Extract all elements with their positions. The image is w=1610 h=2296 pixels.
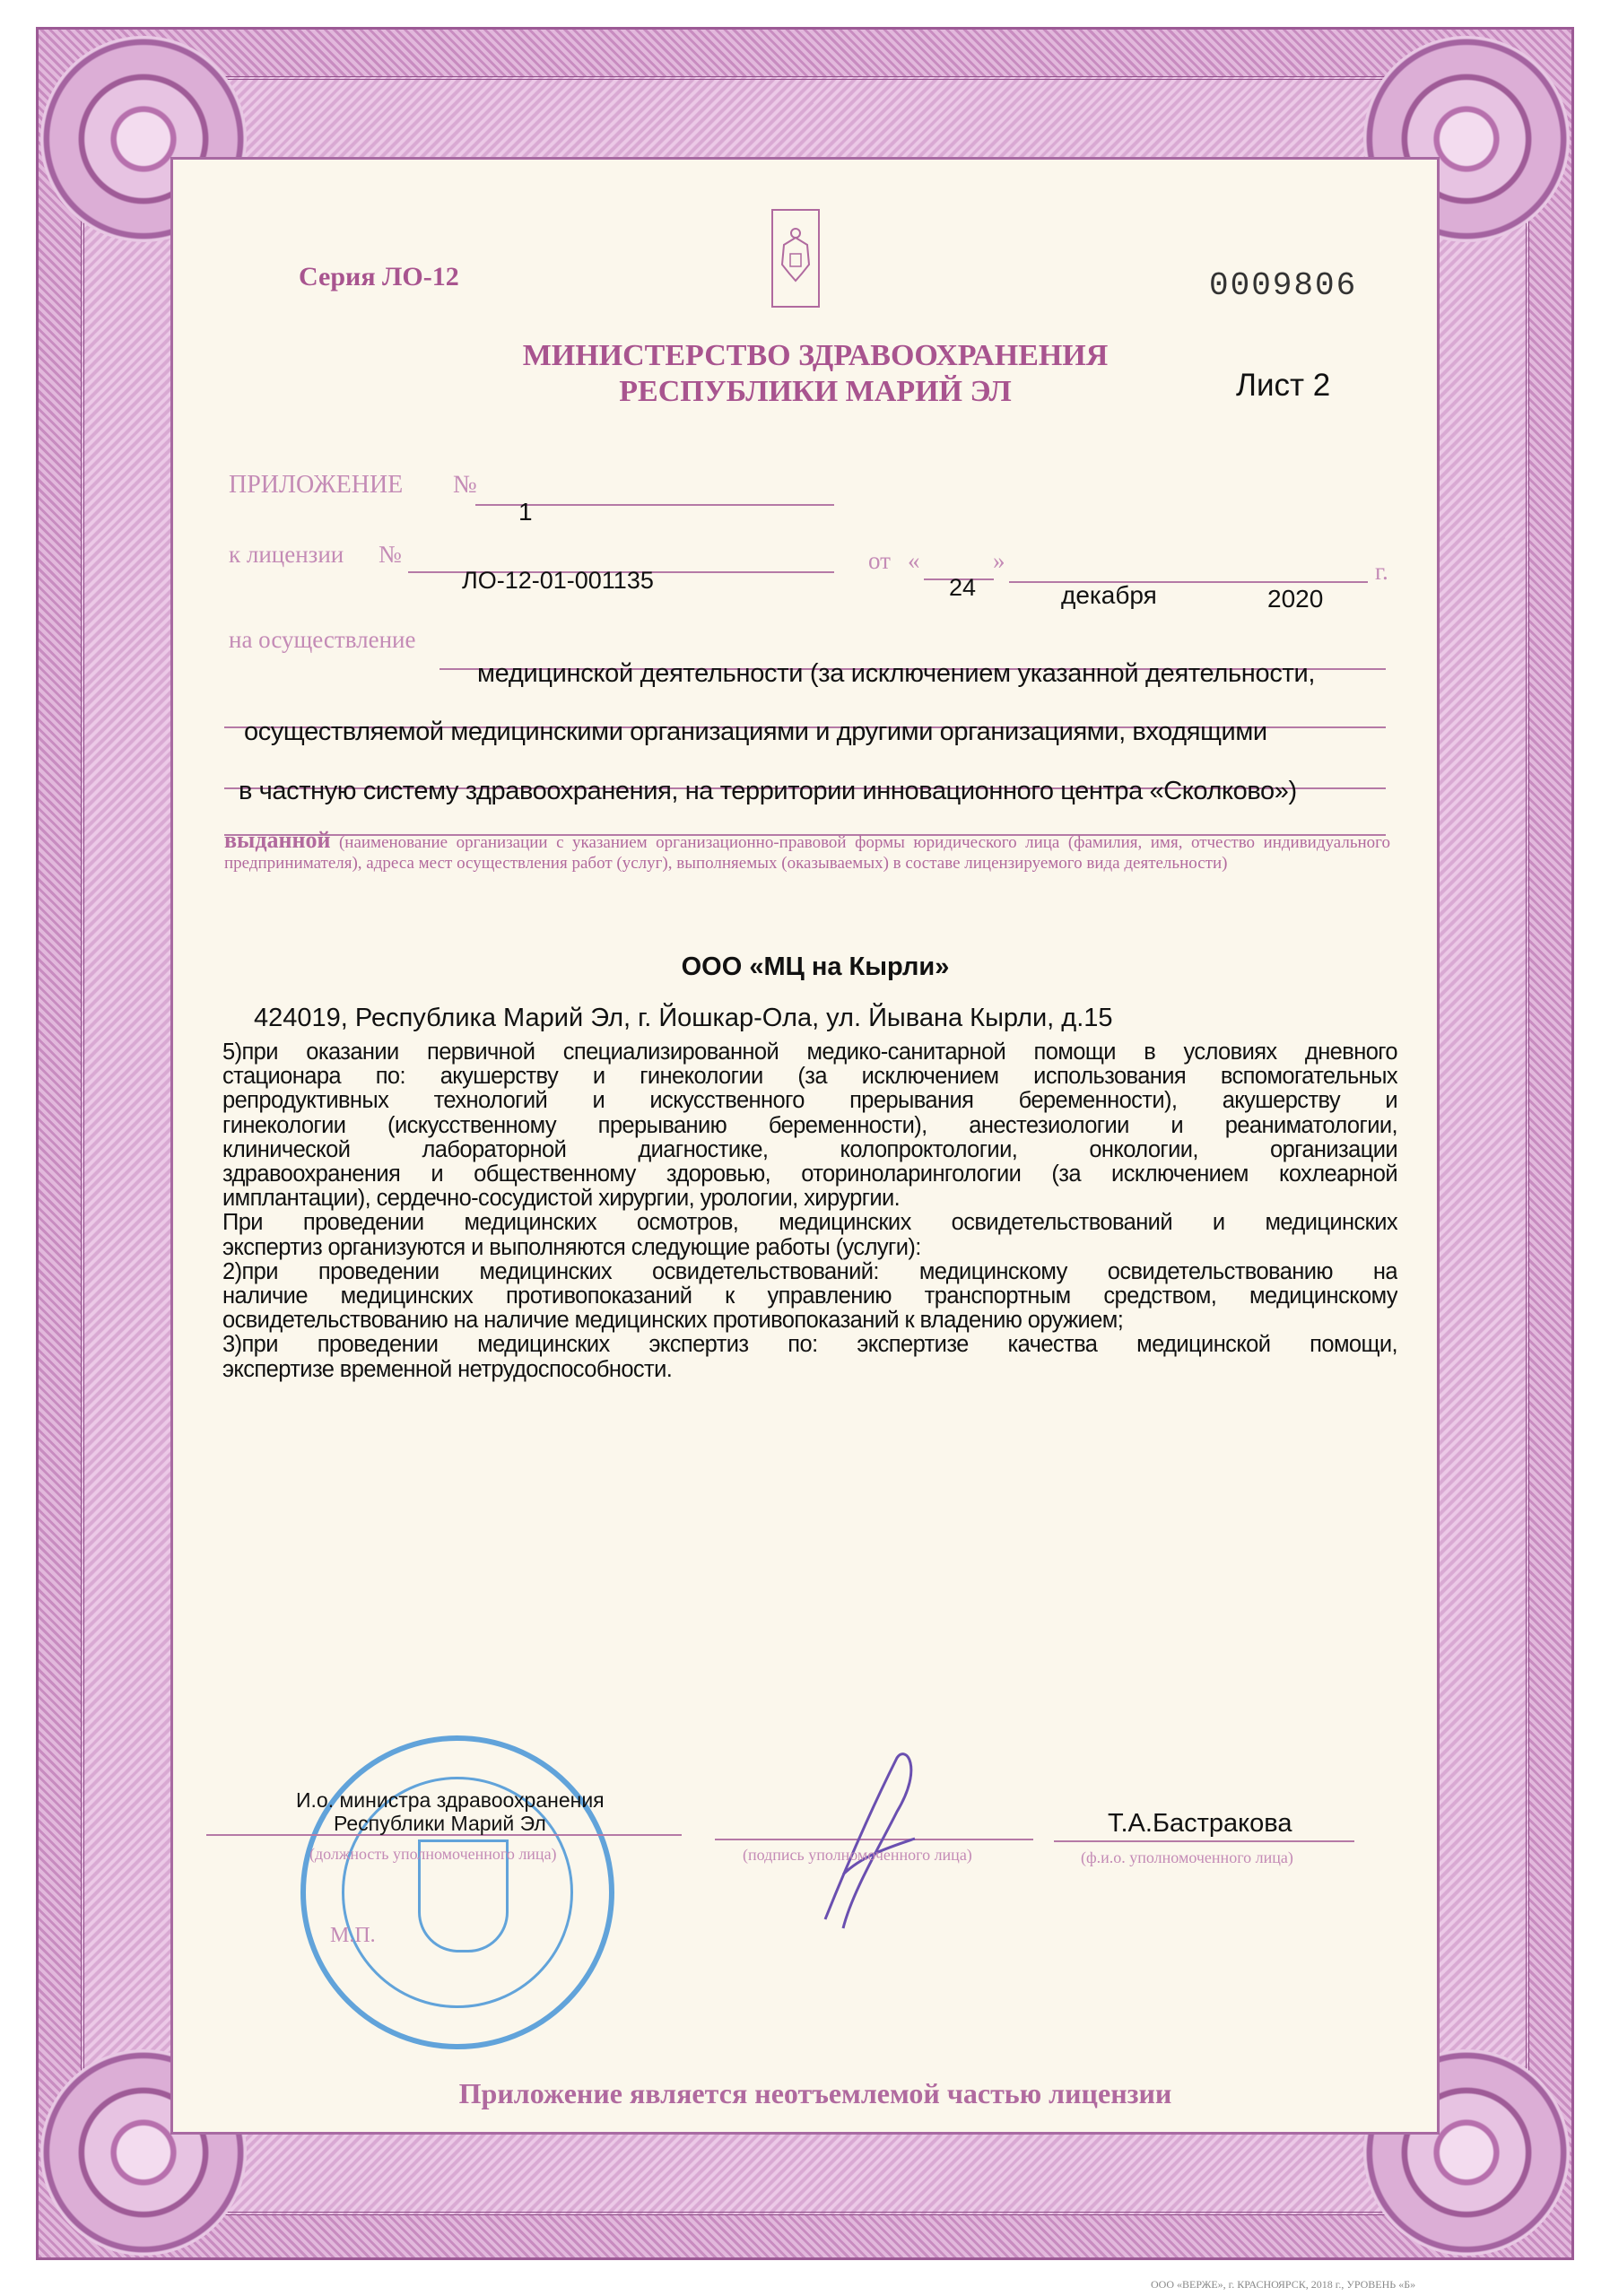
quote-open: « [908,547,920,574]
handwritten-signature [789,1740,942,1946]
name-caption: (ф.и.о. уполномоченного лица) [1081,1848,1293,1866]
signer-position-line1: И.о. министра здравоохранения [296,1788,605,1812]
organization-name: ООО «МЦ на Кырли» [681,952,950,981]
body-line: экспертиз организуются и выполняются следующие работы (услуги): [222,1235,921,1260]
body-line: здравоохранения и общественному здоровью, оториноларингологии (за исключением кохлеарной [222,1162,1397,1187]
quote-close: » [993,547,1005,574]
signer-position-line2: Республики Марий Эл [334,1812,546,1835]
licensed-services [222,1040,1397,1382]
activity-label: на осуществление [229,626,416,653]
body-line: 5)при оказании первичной специализированной медико-санитарной помощи в условиях дневного [222,1040,1397,1065]
ministry-title-line2: РЕСПУБЛИКИ МАРИЙ ЭЛ [619,375,1012,408]
issued-note: (наименование организации с указанием организационно-правовой формы юридического лица (фамилия, имя, отчество индивидуального предпринимателя), адреса мест осуществления работ (услуг), выполняемых (оказываемых) в составе лицензируемого вида деятельности) [224,833,1390,873]
license-day: 24 [949,574,977,601]
body-line: репродуктивных технологий и искусственного прерывания беременности), акушерству и [222,1089,1397,1114]
signer-name: Т.А.Бастракова [1108,1809,1292,1838]
series-label: Серия ЛО-12 [299,262,459,291]
body-line: имплантации), сердечно-сосудистой хирургии, урологии, хирургии. [222,1187,901,1212]
footer-note: Приложение является неотъемлемой частью лицензии [458,2077,1172,2109]
license-month: декабря [1061,581,1157,609]
sheet-number: Лист 2 [1236,368,1331,403]
coat-of-arms-icon [771,209,820,308]
printer-imprint: ООО «ВЕРЖЕ», г. КРАСНОЯРСК, 2018 г., УРОВЕНЬ «Б» [1151,2278,1416,2291]
body-line: экспертизе временной нетрудоспособности. [222,1357,673,1382]
year-suffix: г. [1375,558,1388,585]
body-line: 2)при проведении медицинских освидетельствований: медицинскому освидетельствованию на [222,1259,1397,1284]
activity-text-line: медицинской деятельности (за исключением указанной деятельности, [477,659,1316,688]
body-line: клинической лабораторной диагностике, колопроктологии, онкологии, организации [222,1137,1397,1162]
activity-text-line: в частную систему здравоохранения, на территории инновационного центра «Сколково») [239,777,1297,805]
appendix-label: ПРИЛОЖЕНИЕ [229,471,404,499]
body-line: 3)при проведении медицинских экспертиз по: экспертизе качества медицинской помощи, [222,1333,1397,1358]
license-label: к лицензии [229,541,344,568]
license-number-sign: № [379,541,402,568]
activity-text-line: осуществляемой медицинскими организациями и другими организациями, входящими [244,718,1267,746]
body-line: стационара по: акушерству и гинекологии (за исключением использования вспомогательных [222,1065,1397,1090]
issued-block [224,827,1390,874]
appendix-number: 1 [518,498,533,526]
body-line: наличие медицинских противопоказаний к управлению транспортным средством, медицинскому [222,1284,1397,1309]
blank-number: 0009806 [1209,267,1358,304]
official-seal-stamp [300,1735,614,2049]
ministry-title-line1: МИНИСТЕРСТВО ЗДРАВООХРАНЕНИЯ [522,339,1109,372]
body-line: гинекологии (искусственному прерыванию беременности), анестезиологии и реаниматологии, [222,1113,1397,1138]
body-line: освидетельствованию на наличие медицинских противопоказаний к владению оружием; [222,1309,1124,1334]
signature-caption: (подпись уполномоченного лица) [743,1846,972,1864]
position-caption: (должность уполномоченного лица) [309,1845,557,1863]
name-line [1054,1840,1354,1842]
license-from-label: от [868,547,891,574]
appendix-number-sign: № [453,471,477,499]
license-number: ЛО-12-01-001135 [462,567,654,594]
issued-label: выданной [224,827,331,853]
body-line: При проведении медицинских осмотров, медицинских освидетельствований и медицинских [222,1211,1397,1236]
license-year: 2020 [1267,585,1324,613]
seal-place-mark: М.П. [330,1924,376,1947]
organization-address: 424019, Республика Марий Эл, г. Йошкар-Ола, ул. Йывана Кырли, д.15 [254,1004,1113,1032]
